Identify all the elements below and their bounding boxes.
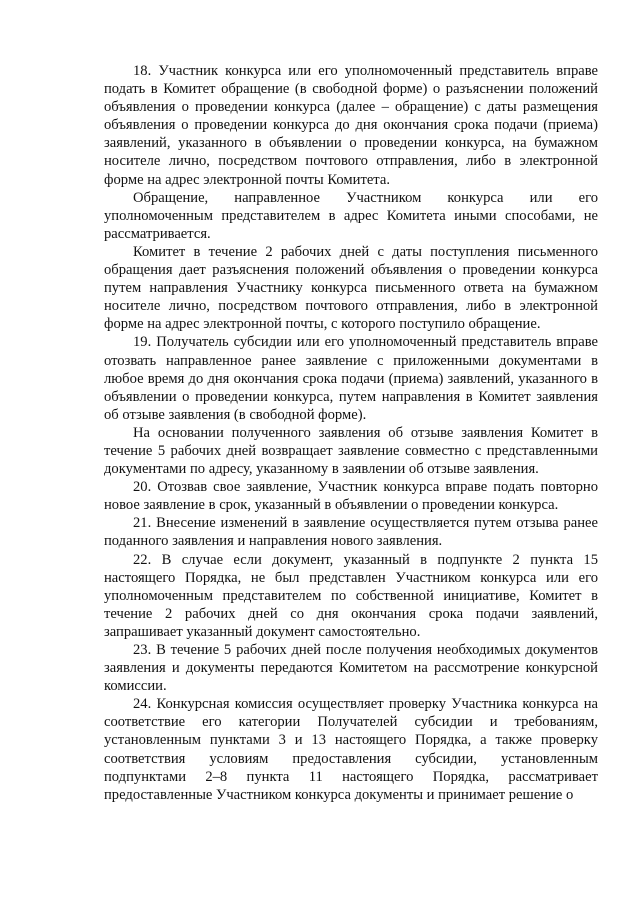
paragraph-18: 18. Участник конкурса или его уполномоченный представитель вправе подать в Комитет обращение (в свободной форме) о разъяснении положений объявления о проведении конкурса (далее – обращение) с даты размещения объявления о проведении конкурса до дня окончания срока подачи (приема) заявлений, указанного в объявлении о проведении конкурса, на бумажном носителе лично, посредством почтового отправления, либо в электронной форме на адрес электронной почты Комитета. [104,63,598,188]
paragraph-21: 21. Внесение изменений в заявление осуществляется путем отзыва ранее поданного заявления и направления нового заявления. [104,515,598,550]
paragraph-24: 24. Конкурсная комиссия осуществляет проверку Участника конкурса на соответствие его категории Получателей субсидии и требованиям, установленным пунктами 3 и 13 настоящего Порядка, а также проверку соответствия условиям предоставления субсидии, установленным подпунктами 2–8 пункта 11 настоящего Порядка, рассматривает предоставленные Участником конкурса документы и принимает решение о [104,696,598,803]
paragraph-23: 23. В течение 5 рабочих дней после получения необходимых документов заявления и документы передаются Комитетом на рассмотрение конкурсной комиссии. [104,642,598,695]
paragraph-18-appeal-other-methods: Обращение, направленное Участником конкурса или его уполномоченным представителем в адрес Комитета иными способами, не рассматривается. [104,189,598,242]
paragraph-19: 19. Получатель субсидии или его уполномоченный представитель вправе отозвать направленное ранее заявление с приложенными документами в любое время до дня окончания срока подачи (приема) заявлений, указанного в объявлении о проведении конкурса, путем направления в Комитет заявления об отзыве заявления (в свободной форме). [104,334,598,423]
paragraph-18-committee-response: Комитет в течение 2 рабочих дней с даты поступления письменного обращения дает разъяснения положений объявления о проведении конкурса путем направления Участнику конкурса письменного ответа на бумажном носителе лично, посредством почтового отправления, либо в электронной форме на адрес электронной почты, с которого поступило обращение. [104,243,598,333]
paragraph-19-return-documents: На основании полученного заявления об отзыве заявления Комитет в течение 5 рабочих дней возвращает заявление совместно с представленными документами по адресу, указанному в заявлении об отзыве заявления. [104,424,598,478]
paragraph-20: 20. Отозвав свое заявление, Участник конкурса вправе подать повторно новое заявление в срок, указанный в объявлении о проведении конкурса. [104,479,598,514]
paragraph-22: 22. В случае если документ, указанный в подпункте 2 пункта 15 настоящего Порядка, не был представлен Участником конкурса или его уполномоченным представителем по собственной инициативе, Комитет в течение 2 рабочих дней со дня окончания срока подачи заявлений, запрашивает указанный документ самостоятельно. [104,551,598,640]
document-page [104,62,598,804]
